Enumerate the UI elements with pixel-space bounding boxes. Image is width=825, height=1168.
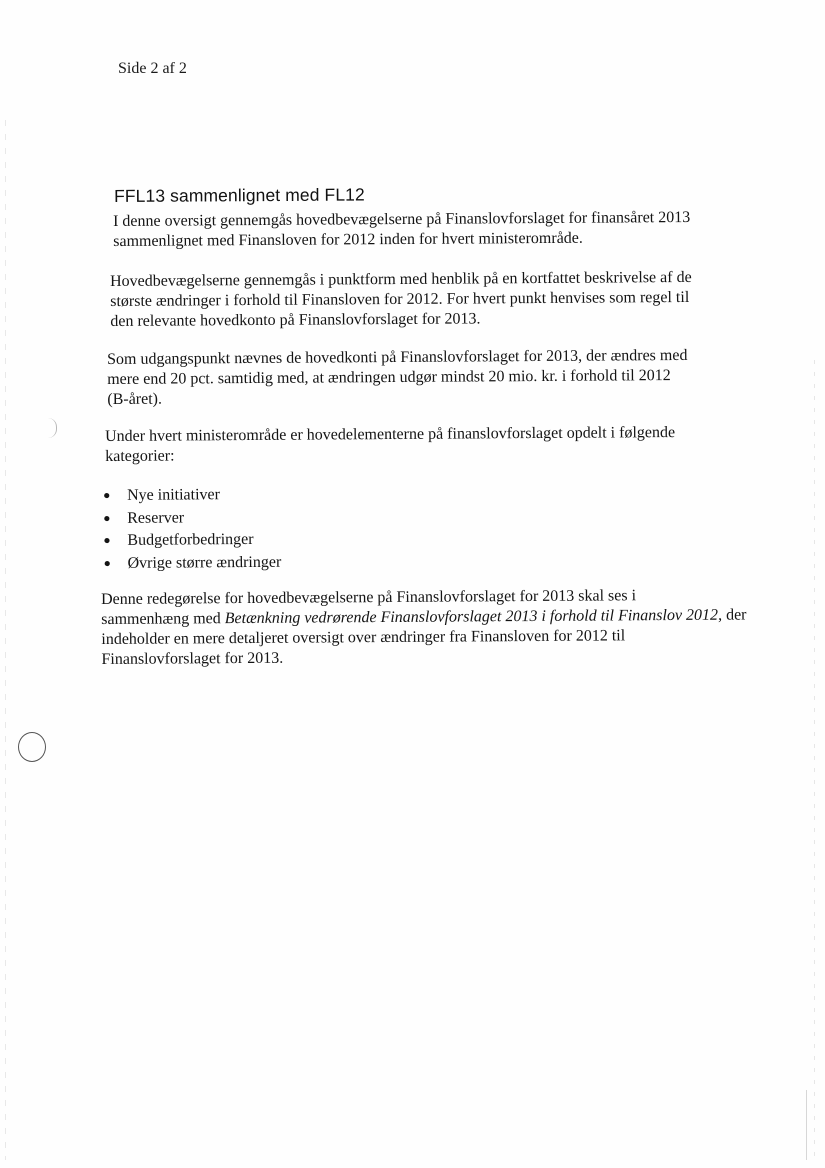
paragraph-line: den relevante hovedkonto på Finanslovforslaget for 2013. — [110, 310, 481, 330]
scan-edge-right — [814, 360, 815, 1160]
bullet-icon: ● — [103, 555, 111, 570]
paragraph-line: sammenlignet med Finansloven for 2012 inden for hvert ministerområde. — [113, 229, 583, 250]
list-item — [103, 529, 281, 553]
list-item — [103, 551, 281, 575]
paragraph-line: Som udgangspunkt nævnes de hovedkonti på Finanslovforslaget for 2013, der ændres med — [107, 346, 688, 368]
paragraph-line: (B-året). — [107, 390, 163, 408]
report-title-reference: Betænkning vedrørende Finanslovforslaget 2013 i forhold til Finanslov 2012 — [224, 606, 719, 628]
list-item — [103, 484, 281, 508]
list-item-label: Reserver — [127, 508, 185, 527]
line-text: , der — [717, 606, 747, 624]
scan-edge-right-mark — [806, 1090, 807, 1160]
intro-paragraph — [113, 208, 690, 252]
paragraph-line: Hovedbevægelserne gennemgås i punktform med henblik på en kortfattet beskrivelse af de — [110, 268, 692, 290]
scan-edge-left — [5, 120, 6, 1160]
threshold-paragraph — [107, 346, 688, 410]
paragraph-line: kategorier: — [105, 447, 175, 465]
paragraph-line: indeholder en mere detaljeret oversigt over ændringer fra Finansloven for 2012 til — [101, 627, 626, 648]
bullet-icon: ● — [103, 487, 111, 502]
paragraph-line: mere end 20 pct. samtidig med, at ændringen udgør mindst 20 mio. kr. i forhold til 2012 — [107, 367, 671, 388]
bullet-icon: ● — [103, 532, 111, 547]
list-item-label: Øvrige større ændringer — [127, 553, 282, 572]
method-paragraph — [110, 268, 692, 332]
paragraph-line: Denne redegørelse for hovedbevægelserne på Finanslovforslaget for 2013 skal ses i — [101, 587, 637, 608]
categories-intro-paragraph — [105, 423, 675, 467]
paragraph-line: Under hvert ministerområde er hovedelementerne på finanslovforslaget opdelt i følgende — [105, 424, 676, 445]
list-item — [103, 506, 281, 530]
line-text: sammenhæng med — [101, 610, 225, 628]
paragraph-line: Finanslovforslaget for 2013. — [101, 649, 284, 668]
section-heading: FFL13 sammenlignet med FL12 — [114, 184, 365, 206]
paragraph-line: I denne oversigt gennemgås hovedbevægelserne på Finanslovforslaget for finansåret 2013 — [113, 208, 691, 230]
list-item-label: Nye initiativer — [127, 486, 220, 504]
bullet-icon: ● — [103, 510, 111, 525]
list-item-label: Budgetforbedringer — [127, 530, 254, 549]
paragraph-line: største ændringer i forhold til Finansloven for 2012. For hvert punkt henvises som regel til — [110, 288, 690, 310]
page-number: Side 2 af 2 — [118, 60, 187, 77]
reference-paragraph — [101, 585, 747, 670]
scan-speck — [48, 418, 57, 438]
punch-hole-mark — [18, 732, 46, 762]
category-list — [103, 484, 281, 575]
